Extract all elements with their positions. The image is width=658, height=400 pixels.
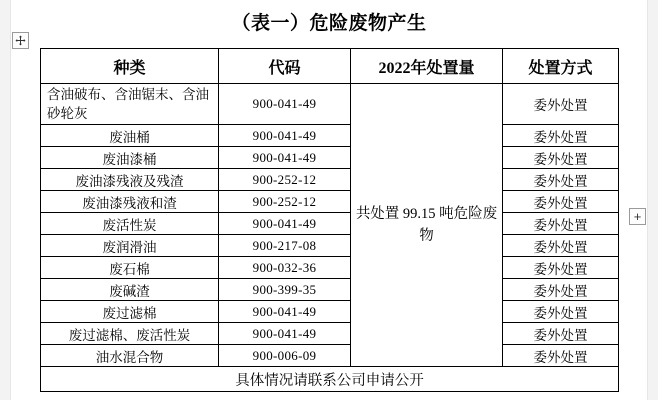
cell-method: 委外处置 <box>503 323 619 345</box>
table-header-row <box>41 49 619 84</box>
cell-method: 委外处置 <box>503 169 619 191</box>
table-resize-handle[interactable]: + <box>629 208 646 225</box>
column-header-method: 处置方式 <box>503 49 619 84</box>
table-row <box>41 257 619 279</box>
hazardous-waste-table <box>40 48 619 392</box>
table-row <box>41 301 619 323</box>
footer-note: 具体情况请联系公司申请公开 <box>41 367 619 392</box>
cell-method: 委外处置 <box>503 147 619 169</box>
column-header-amount: 2022年处置量 <box>351 49 503 84</box>
cell-amount-merged: 共处置 99.15 吨危险废物 <box>351 84 503 367</box>
cell-code: 900-041-49 <box>219 323 351 345</box>
cell-kind: 废油漆桶 <box>41 147 219 169</box>
cell-kind: 废过滤棉、废活性炭 <box>41 323 219 345</box>
table-row <box>41 279 619 301</box>
cell-method: 委外处置 <box>503 257 619 279</box>
table-row <box>41 345 619 367</box>
page-right-margin <box>647 0 658 400</box>
cell-code: 900-006-09 <box>219 345 351 367</box>
cell-method: 委外处置 <box>503 213 619 235</box>
cell-method: 委外处置 <box>503 345 619 367</box>
page-title: （表一）危险废物产生 <box>231 13 427 34</box>
cell-code: 900-217-08 <box>219 235 351 257</box>
cell-code: 900-041-49 <box>219 213 351 235</box>
cell-method: 委外处置 <box>503 301 619 323</box>
cell-kind: 废油漆残液及残渣 <box>41 169 219 191</box>
cell-kind: 废油桶 <box>41 125 219 147</box>
cell-kind: 废石棉 <box>41 257 219 279</box>
column-header-code: 代码 <box>219 49 351 84</box>
cell-kind: 废活性炭 <box>41 213 219 235</box>
column-header-kind: 种类 <box>41 49 219 84</box>
cell-code: 900-041-49 <box>219 84 351 125</box>
cell-code: 900-399-35 <box>219 279 351 301</box>
cell-method: 委外处置 <box>503 125 619 147</box>
page-left-margin <box>0 0 11 400</box>
table-row <box>41 84 619 125</box>
cell-method: 委外处置 <box>503 84 619 125</box>
cell-kind: 废润滑油 <box>41 235 219 257</box>
cell-method: 委外处置 <box>503 191 619 213</box>
cell-kind: 含油破布、含油锯末、含油砂轮灰 <box>41 84 219 125</box>
cell-kind: 废碱渣 <box>41 279 219 301</box>
cell-code: 900-032-36 <box>219 257 351 279</box>
cell-method: 委外处置 <box>503 235 619 257</box>
cell-code: 900-041-49 <box>219 125 351 147</box>
cell-code: 900-041-49 <box>219 301 351 323</box>
cell-kind: 油水混合物 <box>41 345 219 367</box>
cell-code: 900-041-49 <box>219 147 351 169</box>
table-row <box>41 147 619 169</box>
cell-method: 委外处置 <box>503 279 619 301</box>
table-footer-row <box>41 367 619 392</box>
table-row <box>41 235 619 257</box>
cell-code: 900-252-12 <box>219 169 351 191</box>
table-row <box>41 169 619 191</box>
cell-kind: 废过滤棉 <box>41 301 219 323</box>
table-row <box>41 191 619 213</box>
cell-code: 900-252-12 <box>219 191 351 213</box>
table-row <box>41 125 619 147</box>
cell-kind: 废油漆残液和渣 <box>41 191 219 213</box>
table-row <box>41 213 619 235</box>
table-row <box>41 323 619 345</box>
